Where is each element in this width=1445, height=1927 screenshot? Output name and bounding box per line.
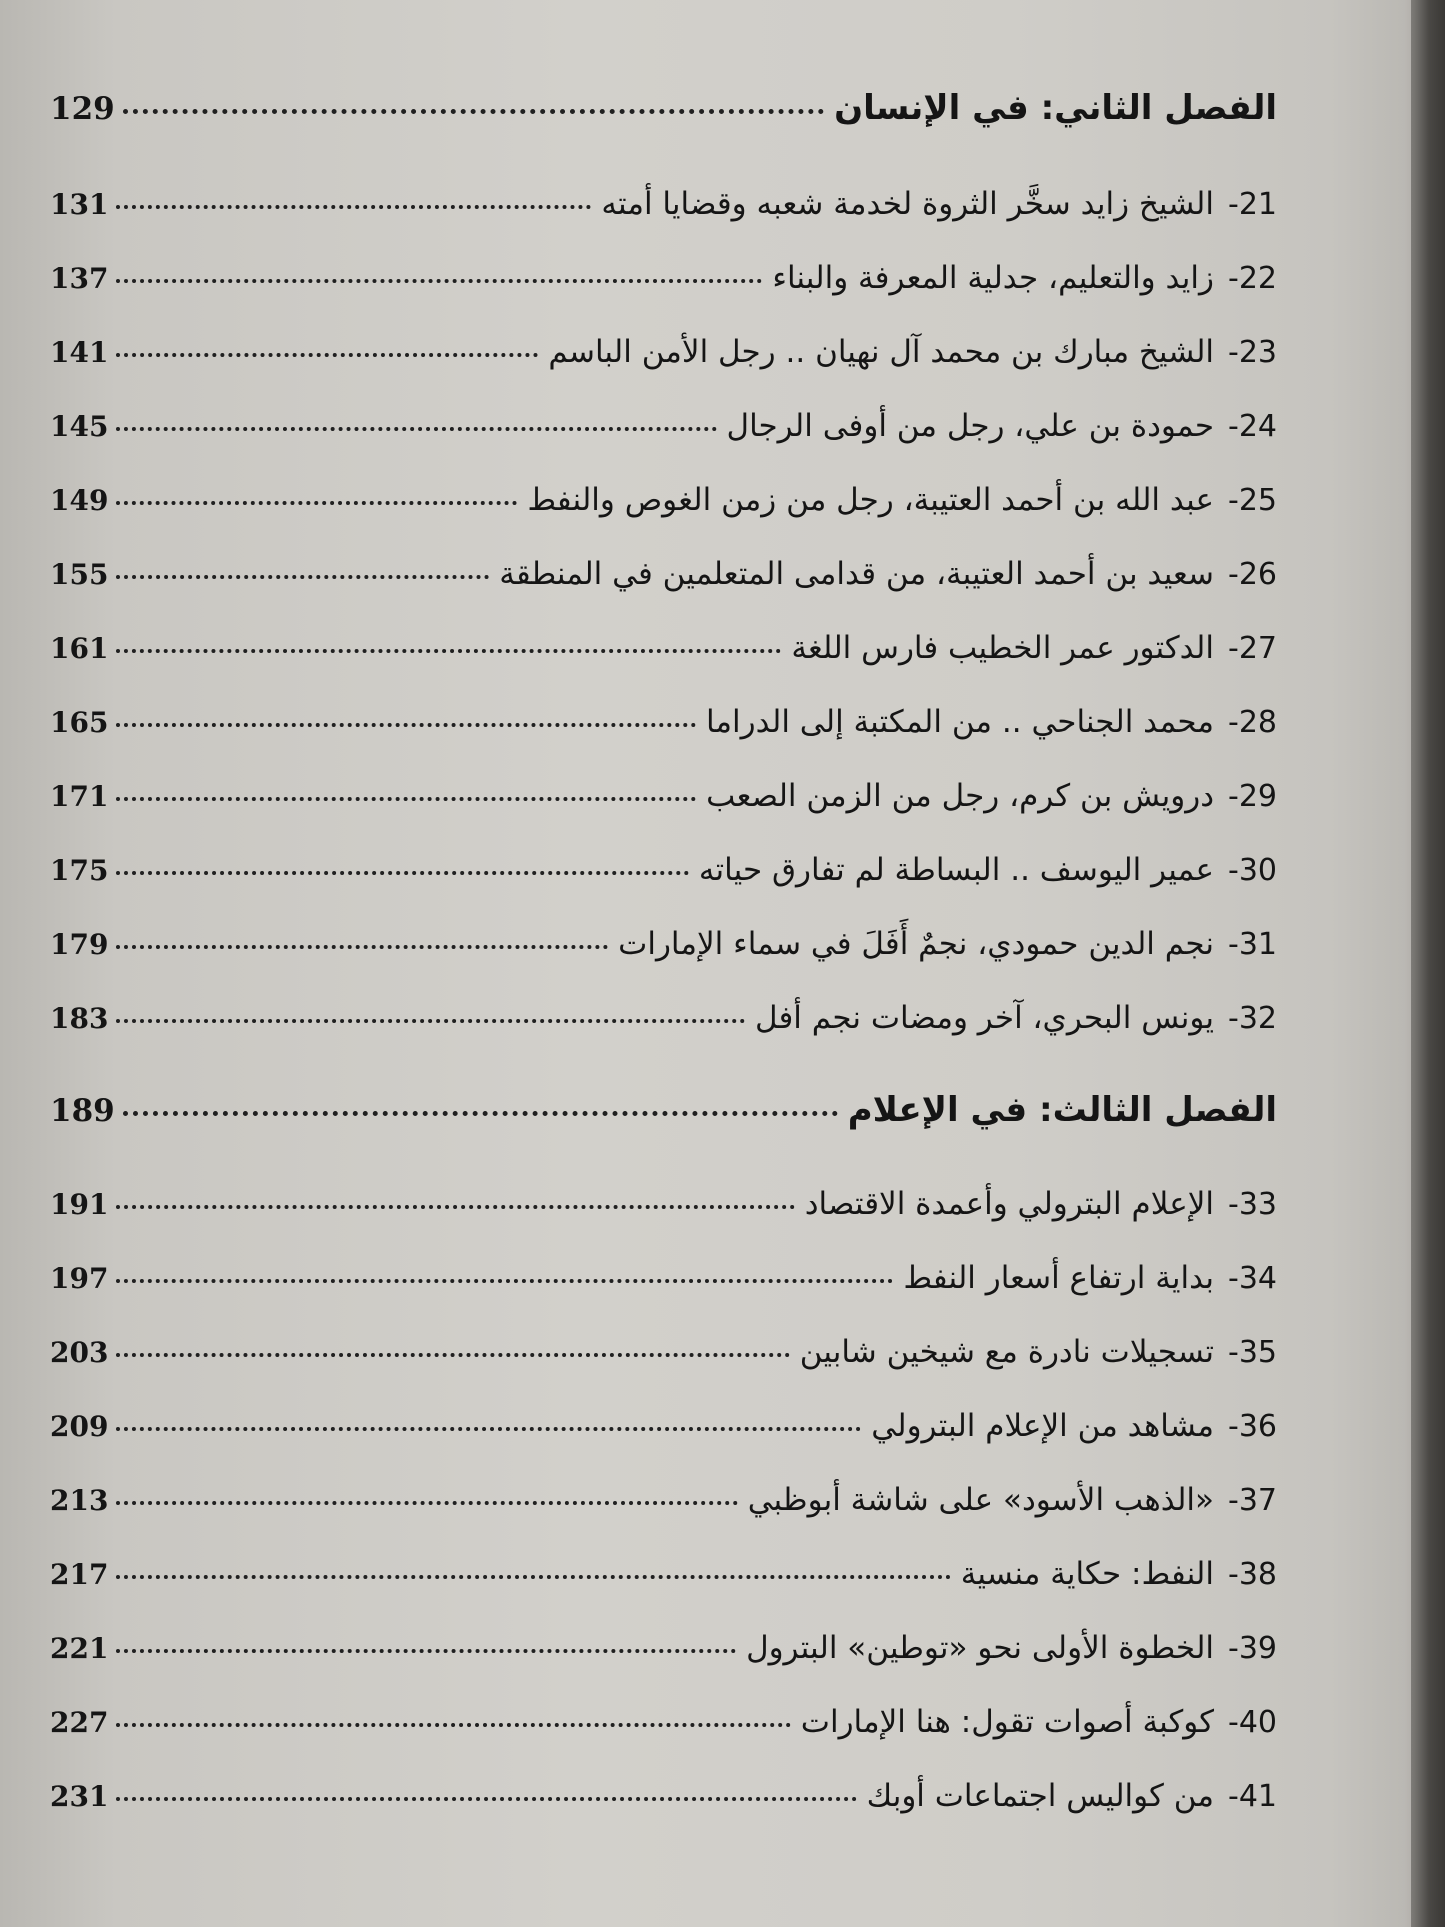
dot-leader xyxy=(116,1427,861,1431)
entry-title: نجم الدين حمودي، نجمٌ أَفَلَ في سماء الإمارات xyxy=(618,926,1214,962)
entry-page-number: 213 xyxy=(50,1484,109,1517)
entry-number: -32 xyxy=(1228,1001,1277,1036)
entry-number: -40 xyxy=(1228,1705,1277,1740)
dot-leader xyxy=(116,1723,790,1727)
entry-page-number: 149 xyxy=(50,484,109,517)
chapter-page-number: 129 xyxy=(50,91,115,127)
dot-leader xyxy=(116,427,716,431)
entry-page-number: 165 xyxy=(50,706,109,739)
toc-entry xyxy=(50,408,1277,444)
entry-number: -34 xyxy=(1228,1261,1277,1296)
entry-number: -30 xyxy=(1228,853,1277,888)
chapter-title: الفصل الثالث: في الإعلام xyxy=(847,1090,1277,1130)
chapter-title: الفصل الثاني: في الإنسان xyxy=(834,88,1277,128)
dot-leader xyxy=(116,279,762,283)
entry-page-number: 161 xyxy=(50,632,109,665)
entry-page-number: 191 xyxy=(50,1188,109,1221)
dot-leader xyxy=(116,1501,737,1505)
page-edge xyxy=(1405,0,1445,1927)
entry-number: -31 xyxy=(1228,927,1277,962)
dot-leader xyxy=(116,1279,893,1283)
entry-title: الشيخ زايد سخَّر الثروة لخدمة شعبه وقضايا أمته xyxy=(601,186,1214,222)
entry-number: -39 xyxy=(1228,1631,1277,1666)
dot-leader xyxy=(116,797,696,801)
dot-leader xyxy=(116,353,538,357)
toc-entry xyxy=(50,260,1277,296)
entry-title: الشيخ مبارك بن محمد آل نهيان .. رجل الأمن الباسم xyxy=(548,334,1214,370)
dot-leader xyxy=(116,871,688,875)
entry-page-number: 145 xyxy=(50,410,109,443)
toc-entry xyxy=(50,1482,1277,1518)
entry-title: كوكبة أصوات تقول: هنا الإمارات xyxy=(800,1704,1214,1740)
toc-entry xyxy=(50,1556,1277,1592)
entry-number: -24 xyxy=(1228,409,1277,444)
entry-number: -22 xyxy=(1228,261,1277,296)
entry-title: زايد والتعليم، جدلية المعرفة والبناء xyxy=(772,260,1214,296)
entry-title: عبد الله بن أحمد العتيبة، رجل من زمن الغوص والنفط xyxy=(527,482,1214,518)
entry-number: -33 xyxy=(1228,1187,1277,1222)
entry-title: مشاهد من الإعلام البترولي xyxy=(871,1408,1214,1444)
dot-leader xyxy=(116,1797,856,1801)
chapter-heading xyxy=(50,1090,1277,1130)
dot-leader xyxy=(116,1353,789,1357)
entry-title: من كواليس اجتماعات أوبك xyxy=(866,1778,1214,1814)
entry-number: -26 xyxy=(1228,557,1277,592)
dot-leader xyxy=(123,1111,838,1116)
entry-page-number: 137 xyxy=(50,262,109,295)
entry-page-number: 155 xyxy=(50,558,109,591)
dot-leader xyxy=(116,1205,794,1209)
entry-page-number: 131 xyxy=(50,188,109,221)
entry-title: الإعلام البترولي وأعمدة الاقتصاد xyxy=(804,1186,1214,1222)
entry-number: -25 xyxy=(1228,483,1277,518)
toc-entry xyxy=(50,1260,1277,1296)
entry-page-number: 171 xyxy=(50,780,109,813)
toc-entry xyxy=(50,778,1277,814)
entry-page-number: 203 xyxy=(50,1336,109,1369)
entry-title: درويش بن كرم، رجل من الزمن الصعب xyxy=(706,778,1214,814)
dot-leader xyxy=(116,945,608,949)
entry-number: -41 xyxy=(1228,1779,1277,1814)
entry-number: -36 xyxy=(1228,1409,1277,1444)
entry-title: الخطوة الأولى نحو «توطين» البترول xyxy=(746,1630,1214,1666)
entry-title: حمودة بن علي، رجل من أوفى الرجال xyxy=(726,408,1214,444)
toc-entry xyxy=(50,1408,1277,1444)
toc-entry xyxy=(50,1704,1277,1740)
chapter-heading xyxy=(50,88,1277,128)
entry-number: -29 xyxy=(1228,779,1277,814)
dot-leader xyxy=(116,1575,950,1579)
toc-entry xyxy=(50,556,1277,592)
entry-title: عمير اليوسف .. البساطة لم تفارق حياته xyxy=(698,852,1214,888)
dot-leader xyxy=(116,205,591,209)
entry-page-number: 197 xyxy=(50,1262,109,1295)
entry-number: -28 xyxy=(1228,705,1277,740)
chapter-page-number: 189 xyxy=(50,1093,115,1129)
entry-page-number: 231 xyxy=(50,1780,109,1813)
entry-page-number: 175 xyxy=(50,854,109,887)
entry-number: -23 xyxy=(1228,335,1277,370)
entry-number: -21 xyxy=(1228,187,1277,222)
entry-page-number: 227 xyxy=(50,1706,109,1739)
toc-entry xyxy=(50,630,1277,666)
dot-leader xyxy=(116,575,489,579)
entry-number: -35 xyxy=(1228,1335,1277,1370)
entry-title: الدكتور عمر الخطيب فارس اللغة xyxy=(791,630,1214,666)
toc-entry xyxy=(50,1000,1277,1036)
toc-entry xyxy=(50,186,1277,222)
entry-page-number: 221 xyxy=(50,1632,109,1665)
dot-leader xyxy=(116,501,517,505)
entry-title: «الذهب الأسود» على شاشة أبوظبي xyxy=(747,1482,1214,1518)
dot-leader xyxy=(116,723,696,727)
entry-page-number: 217 xyxy=(50,1558,109,1591)
toc-entry xyxy=(50,334,1277,370)
entry-title: يونس البحري، آخر ومضات نجم أفل xyxy=(754,1000,1214,1036)
dot-leader xyxy=(123,109,824,114)
entry-page-number: 141 xyxy=(50,336,109,369)
toc-entry xyxy=(50,482,1277,518)
entry-title: النفط: حكاية منسية xyxy=(960,1556,1214,1592)
entry-number: -37 xyxy=(1228,1483,1277,1518)
entry-title: سعيد بن أحمد العتيبة، من قدامى المتعلمين في المنطقة xyxy=(499,556,1214,592)
toc-entry xyxy=(50,704,1277,740)
dot-leader xyxy=(116,649,781,653)
entry-page-number: 183 xyxy=(50,1002,109,1035)
toc-entry xyxy=(50,852,1277,888)
dot-leader xyxy=(116,1019,745,1023)
entry-page-number: 209 xyxy=(50,1410,109,1443)
dot-leader xyxy=(116,1649,736,1653)
toc-entry xyxy=(50,1334,1277,1370)
entry-title: تسجيلات نادرة مع شيخين شابين xyxy=(799,1334,1214,1370)
entry-title: بداية ارتفاع أسعار النفط xyxy=(903,1260,1214,1296)
toc-entry xyxy=(50,1630,1277,1666)
toc-entry xyxy=(50,926,1277,962)
toc-entry xyxy=(50,1186,1277,1222)
toc-entry xyxy=(50,1778,1277,1814)
entry-number: -38 xyxy=(1228,1557,1277,1592)
entry-page-number: 179 xyxy=(50,928,109,961)
entry-title: محمد الجناحي .. من المكتبة إلى الدراما xyxy=(705,704,1214,740)
entry-number: -27 xyxy=(1228,631,1277,666)
